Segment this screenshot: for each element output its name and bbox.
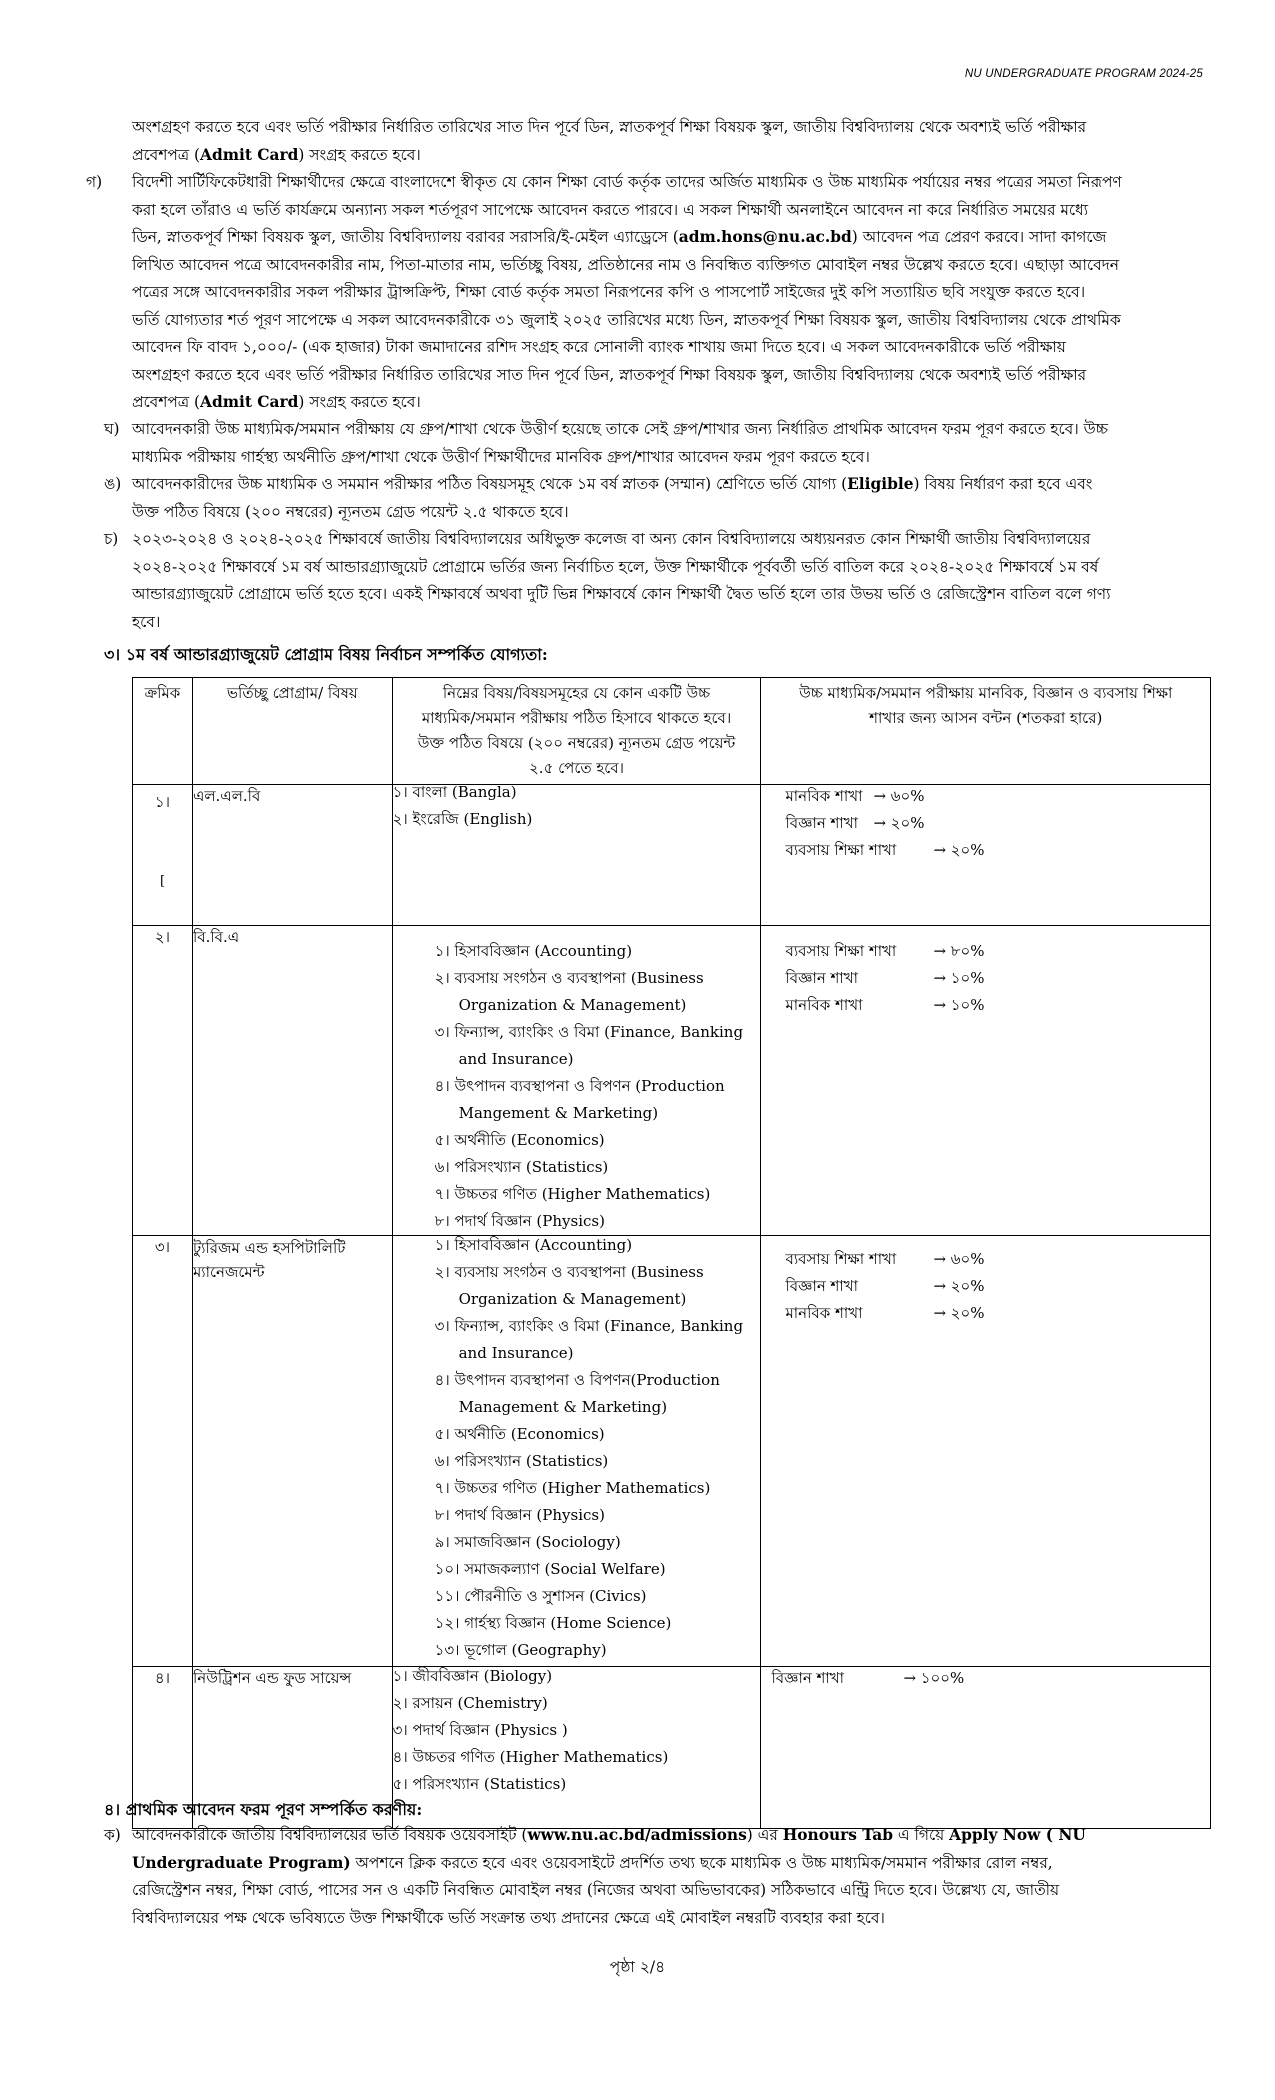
row-allocation (761, 785, 1211, 926)
alloc-branch: মানবিক শাখা (785, 996, 863, 1014)
subject-item: ৩। পদার্থ বিজ্ঞান (Physics ) (392, 1721, 568, 1739)
alloc-percent: → ৮০% (933, 942, 985, 960)
item-mark-ga: গ) (86, 173, 103, 191)
subject-item: ৮। পদার্থ বিজ্ঞান (Physics) (434, 1212, 605, 1230)
alloc-branch: ব্যবসায় শিক্ষা শাখা (785, 1250, 897, 1268)
subject-item: ৫। অর্থনীতি (Economics) (434, 1131, 605, 1149)
page-number: পৃষ্ঠা ২/৪ (609, 1958, 666, 1976)
row-sno: ১। [ (133, 785, 193, 926)
row-sno: ২। (133, 926, 193, 1236)
row-subjects (392, 1667, 761, 1829)
admission-website-link[interactable]: www.nu.ac.bd/admissions (527, 1826, 747, 1844)
row-program: এল.এল.বি (192, 785, 392, 926)
subject-item: ১০। সমাজকল্যাণ (Social Welfare) (434, 1560, 666, 1578)
subject-item: ৭। উচ্চতর গণিত (Higher Mathematics) (434, 1479, 711, 1497)
subject-item: ৮। পদার্থ বিজ্ঞান (Physics) (434, 1506, 605, 1524)
running-header: NU UNDERGRADUATE PROGRAM 2024-25 (964, 68, 1203, 80)
row-sno: ৪। (133, 1667, 193, 1829)
intro-paragraph: অংশগ্রহণ করতে হবে এবং ভর্তি পরীক্ষার নির্ধারিত তারিখের সাত দিন পূর্বে ডিন, স্নাতকপূর্ব শিক্ষা বিষয়ক স্কুল, জাতীয় বিশ্ববিদ্যালয় থেকে অবশ্যই ভর্তি পরীক্ষার প্রবেশপত্র (Admit Card) সংগ্রহ করতে হবে। (132, 114, 1211, 169)
alloc-percent: → ৬০% (873, 787, 925, 805)
section-4-title: ৪। প্রাথমিক আবেদন ফরম পূরণ সম্পর্কিত করণীয়: (104, 1800, 423, 1819)
intro-line: অংশগ্রহণ করতে হবে এবং ভর্তি পরীক্ষার নির্ধারিত তারিখের সাত দিন পূর্বে ডিন, স্নাতকপূর্ব শিক্ষা বিষয়ক স্কুল, জাতীয় বিশ্ববিদ্যালয় থেকে অবশ্যই ভর্তি পরীক্ষার (132, 118, 1087, 136)
email-address: adm.hons@nu.ac.bd (678, 228, 852, 246)
alloc-percent: → ২০% (933, 841, 985, 859)
item-ga-paragraph: বিদেশী সার্টিফিকেটধারী শিক্ষার্থীদের ক্ষেত্রে বাংলাদেশে স্বীকৃত যে কোন শিক্ষা বোর্ড কর্তৃক তাদের অর্জিত মাধ্যমিক ও উচ্চ মাধ্যমিক পর্যায়ের নম্বর পত্রের সমতা নিরূপণ করা হলে তাঁরাও এ ভর্তি কার্যক্রমে অন্যান্য সকল শর্তপূরণ সাপেক্ষে আবেদন করতে পারবে। এ সকল শিক্ষার্থী অনলাইনে আবেদন না করে নির্ধারিত সময়ের মধ্যে ডিন, স্নাতকপূর্ব শিক্ষা বিষয়ক স্কুল, জাতীয় বিশ্ববিদ্যালয় বরাবর সরাসরি/ই-মেইল এ্যাড্রেসে (adm.hons@nu.ac.bd) আবেদন পত্র প্রেরণ করবে। সাদা কাগজে লিখিত আবেদন পত্রে আবেদনকারীর নাম, পিতা-মাতার নাম, ভর্তিচ্ছু বিষয়, প্রতিষ্ঠানের নাম ও নিবন্ধিত ব্যক্তিগত মোবাইল নম্বর উল্লেখ করতে হবে। এছাড়া আবেদন পত্রের সঙ্গে আবেদনকারীর সকল পরীক্ষার ট্রান্সক্রিপ্ট, শিক্ষা বোর্ড কর্তৃক সমতা নিরূপনের কপি ও পাসপোর্ট সাইজের দুই কপি সত্যায়িত ছবি সংযুক্ত করতে হবে। ভর্তি যোগ্যতার শর্ত পূরণ সাপেক্ষে এ সকল আবেদনকারীকে ৩১ জুলাই ২০২৫ তারিখের মধ্যে ডিন, স্নাতকপূর্ব শিক্ষা বিষয়ক স্কুল, জাতীয় বিশ্ববিদ্যালয় থেকে প্রাথমিক আবেদন ফি বাবদ ১,০০০/- (এক হাজার) টাকা জমাদানের রশিদ সংগ্রহ করে সোনালী ব্যাংক শাখায় জমা দিতে হবে। এ সকল আবেদনকারীকে ভর্তি পরীক্ষায় অংশগ্রহণ করতে হবে এবং ভর্তি পরীক্ষার নির্ধারিত তারিখের সাত দিন পূর্বে ডিন, স্নাতকপূর্ব শিক্ষা বিষয়ক স্কুল, জাতীয় বিশ্ববিদ্যালয় থেকে অবশ্যই ভর্তি পরীক্ষার প্রবেশপত্র (Admit Card) সংগ্রহ করতে হবে। (132, 173, 1122, 411)
alloc-branch: মানবিক শাখা (785, 787, 863, 805)
table-row (133, 785, 1211, 926)
alloc-percent: → ৬০% (933, 1250, 985, 1268)
subject-item: ১। হিসাববিজ্ঞান (Accounting) (434, 1236, 633, 1254)
item-umo-paragraph: আবেদনকারীদের উচ্চ মাধ্যমিক ও সমমান পরীক্ষার পঠিত বিষয়সমূহ থেকে ১ম বর্ষ স্নাতক (সম্মান) শ্রেণিতে ভর্তি যোগ্য (Eligible) বিষয় নির্ধারণ করা হবে এবং উক্ত পঠিত বিষয়ে (২০০ নম্বরের) ন্যূনতম গ্রেড পয়েন্ট ২.৫ থাকতে হবে। (132, 475, 1093, 521)
subject-item: ৩। ফিন্যান্স, ব্যাংকিং ও বিমা (Finance, Banking and Insurance) (434, 1023, 744, 1068)
row-allocation (761, 1667, 1211, 1829)
row-program: নিউট্রিশন এন্ড ফুড সায়েন্স (192, 1667, 392, 1829)
alloc-percent: → ১০% (933, 969, 985, 987)
item-gha-paragraph: আবেদনকারী উচ্চ মাধ্যমিক/সমমান পরীক্ষায় যে গ্রুপ/শাখা থেকে উত্তীর্ণ হয়েছে তাকে সেই গ্রুপ/শাখার জন্য নির্ধারিত প্রাথমিক আবেদন ফরম পূরণ করতে হবে। উচ্চ মাধ্যমিক পরীক্ষায় গার্হস্থ্য অর্থনীতি গ্রুপ/শাখা থেকে উত্তীর্ণ শিক্ষার্থীদের মানবিক গ্রুপ/শাখার আবেদন ফরম পূরণ করতে হবে। (132, 420, 1108, 466)
subject-item: ২। ব্যবসায় সংগঠন ও ব্যবস্থাপনা (Business Organization & Management) (434, 1263, 704, 1308)
subject-item: ৫। অর্থনীতি (Economics) (434, 1425, 605, 1443)
subject-item: ২। ব্যবসায় সংগঠন ও ব্যবস্থাপনা (Business Organization & Management) (434, 969, 704, 1014)
alloc-branch: বিজ্ঞান শাখা (771, 1669, 844, 1687)
subject-item: ৬। পরিসংখ্যান (Statistics) (434, 1158, 609, 1176)
row-allocation (761, 1236, 1211, 1667)
row-subjects (392, 785, 761, 926)
subject-item: ৩। ফিন্যান্স, ব্যাংকিং ও বিমা (Finance, Banking and Insurance) (434, 1317, 744, 1362)
item-mark-gha: ঘ) (104, 420, 120, 438)
subject-item: ১১। পৌরনীতি ও সুশাসন (Civics) (434, 1587, 647, 1605)
subject-item: ৪। উৎপাদন ব্যবস্থাপনা ও বিপণন (Production Mangement & Marketing) (434, 1077, 725, 1122)
section-3-title: ৩। ১ম বর্ষ আন্ডারগ্র্যাজুয়েট প্রোগ্রাম বিষয় নির্বাচন সম্পর্কিত যোগ্যতা: (104, 645, 548, 664)
table-header-row (133, 678, 1211, 785)
subject-item: ১। জীববিজ্ঞান (Biology) (392, 1667, 553, 1685)
subject-item: ৫। পরিসংখ্যান (Statistics) (392, 1775, 567, 1793)
table-row (133, 1236, 1211, 1667)
item-mark-ca: চ) (104, 530, 119, 548)
alloc-branch: ব্যবসায় শিক্ষা শাখা (785, 942, 897, 960)
item-mark-umo: ঙ) (104, 475, 122, 493)
alloc-percent: → ২০% (933, 1304, 985, 1322)
header-requirement: নিম্নের বিষয়/বিষয়সমূহের যে কোন একটি উচ্চ মাধ্যমিক/সমমান পরীক্ষায় পঠিত হিসাবে থাকতে হবে। উক্ত পঠিত বিষয়ে (২০০ নম্বরের) ন্যূনতম গ্রেড পয়েন্ট ২.৫ পেতে হবে। (392, 678, 761, 785)
alloc-branch: বিজ্ঞান শাখা (785, 814, 858, 832)
alloc-branch: বিজ্ঞান শাখা (785, 969, 858, 987)
subject-item: ৪। উচ্চতর গণিত (Higher Mathematics) (392, 1748, 669, 1766)
subject-item: ১২। গার্হস্থ্য বিজ্ঞান (Home Science) (434, 1614, 672, 1632)
subject-item: ৪। উৎপাদন ব্যবস্থাপনা ও বিপণন(Production Management & Marketing) (434, 1371, 720, 1416)
subject-item: ১। বাংলা (Bangla) (392, 783, 517, 801)
header-allocation: উচ্চ মাধ্যমিক/সমমান পরীক্ষায় মানবিক, বিজ্ঞান ও ব্যবসায় শিক্ষা শাখার জন্য আসন বন্টন (শতকরা হারে) (761, 678, 1211, 785)
item-ca-paragraph: ২০২৩-২০২৪ ও ২০২৪-২০২৫ শিক্ষাবর্ষে জাতীয় বিশ্ববিদ্যালয়ের অধিভুক্ত কলেজ বা অন্য কোন বিশ্ববিদ্যালয়ে অধ্যয়নরত কোন শিক্ষার্থী জাতীয় বিশ্ববিদ্যালয়ের ২০২৪-২০২৫ শিক্ষাবর্ষে ১ম বর্ষ আন্ডারগ্র্যাজুয়েট প্রোগ্রামে ভর্তির জন্য নির্বাচিত হলে, উক্ত শিক্ষার্থীকে পূর্ববর্তী ভর্তি বাতিল করে ২০২৪-২০২৫ শিক্ষাবর্ষে ১ম বর্ষ আন্ডারগ্র্যাজুয়েট প্রোগ্রামে ভর্তি হতে হবে। একই শিক্ষাবর্ষে অথবা দুটি ভিন্ন শিক্ষাবর্ষে কোন শিক্ষার্থী দ্বৈত ভর্তি হলে তার উভয় ভর্তি ও রেজিস্ট্রেশন বাতিল বলে গণ্য হবে। (132, 530, 1111, 631)
table-row (133, 926, 1211, 1236)
row-allocation (761, 926, 1211, 1236)
item-mark-ka: ক) (104, 1826, 121, 1844)
alloc-branch: মানবিক শাখা (785, 1304, 863, 1322)
section-4-paragraph: আবেদনকারীকে জাতীয় বিশ্ববিদ্যালয়ের ভর্তি বিষয়ক ওয়েবসাইট (www.nu.ac.bd/admissions) এর Honours Tab এ গিয়ে Apply Now ( NU Undergraduate Program) অপশনে ক্লিক করতে হবে এবং ওয়েবসাইটে প্রদর্শিত তথ্য ছকে মাধ্যমিক ও উচ্চ মাধ্যমিক/সমমান পরীক্ষার রোল নম্বর, রেজিস্ট্রেশন নম্বর, শিক্ষা বোর্ড, পাসের সন ও একটি নিবন্ধিত মোবাইল নম্বর (নিজের অথবা অভিভাবকের) সঠিকভাবে এন্ট্রি দিতে হবে। উল্লেখ্য যে, জাতীয় বিশ্ববিদ্যালয়ের পক্ষ থেকে ভবিষ্যতে উক্ত শিক্ষার্থীকে ভর্তি সংক্রান্ত তথ্য প্রদানের ক্ষেত্রে এই মোবাইল নম্বরটি ব্যবহার করা হবে। (132, 1826, 1086, 1927)
subject-item: ৯। সমাজবিজ্ঞান (Sociology) (434, 1533, 621, 1551)
alloc-percent: → ১০% (933, 996, 985, 1014)
alloc-branch: ব্যবসায় শিক্ষা শাখা (785, 841, 897, 859)
subject-item: ২। ইংরেজি (English) (392, 810, 533, 828)
alloc-percent: → ২০% (933, 1277, 985, 1295)
alloc-percent: → ১০০% (903, 1669, 965, 1687)
header-sno: ক্রমিক (133, 678, 193, 785)
alloc-branch: বিজ্ঞান শাখা (785, 1277, 858, 1295)
row-subjects (392, 926, 761, 1236)
header-program: ভর্তিচ্ছু প্রোগ্রাম/ বিষয় (192, 678, 392, 785)
subject-item: ৭। উচ্চতর গণিত (Higher Mathematics) (434, 1185, 711, 1203)
row-sno: ৩। (133, 1236, 193, 1667)
eligibility-table (132, 677, 1211, 1829)
subject-item: ২। রসায়ন (Chemistry) (392, 1694, 548, 1712)
subject-item: ৬। পরিসংখ্যান (Statistics) (434, 1452, 609, 1470)
subject-item: ১৩। ভূগোল (Geography) (434, 1641, 607, 1659)
row-program: বি.বি.এ (192, 926, 392, 1236)
alloc-percent: → ২০% (873, 814, 925, 832)
row-subjects (392, 1236, 761, 1667)
subject-item: ১। হিসাববিজ্ঞান (Accounting) (434, 942, 633, 960)
row-program: ট্যুরিজম এন্ড হসপিটালিটি ম্যানেজমেন্ট (192, 1236, 392, 1667)
